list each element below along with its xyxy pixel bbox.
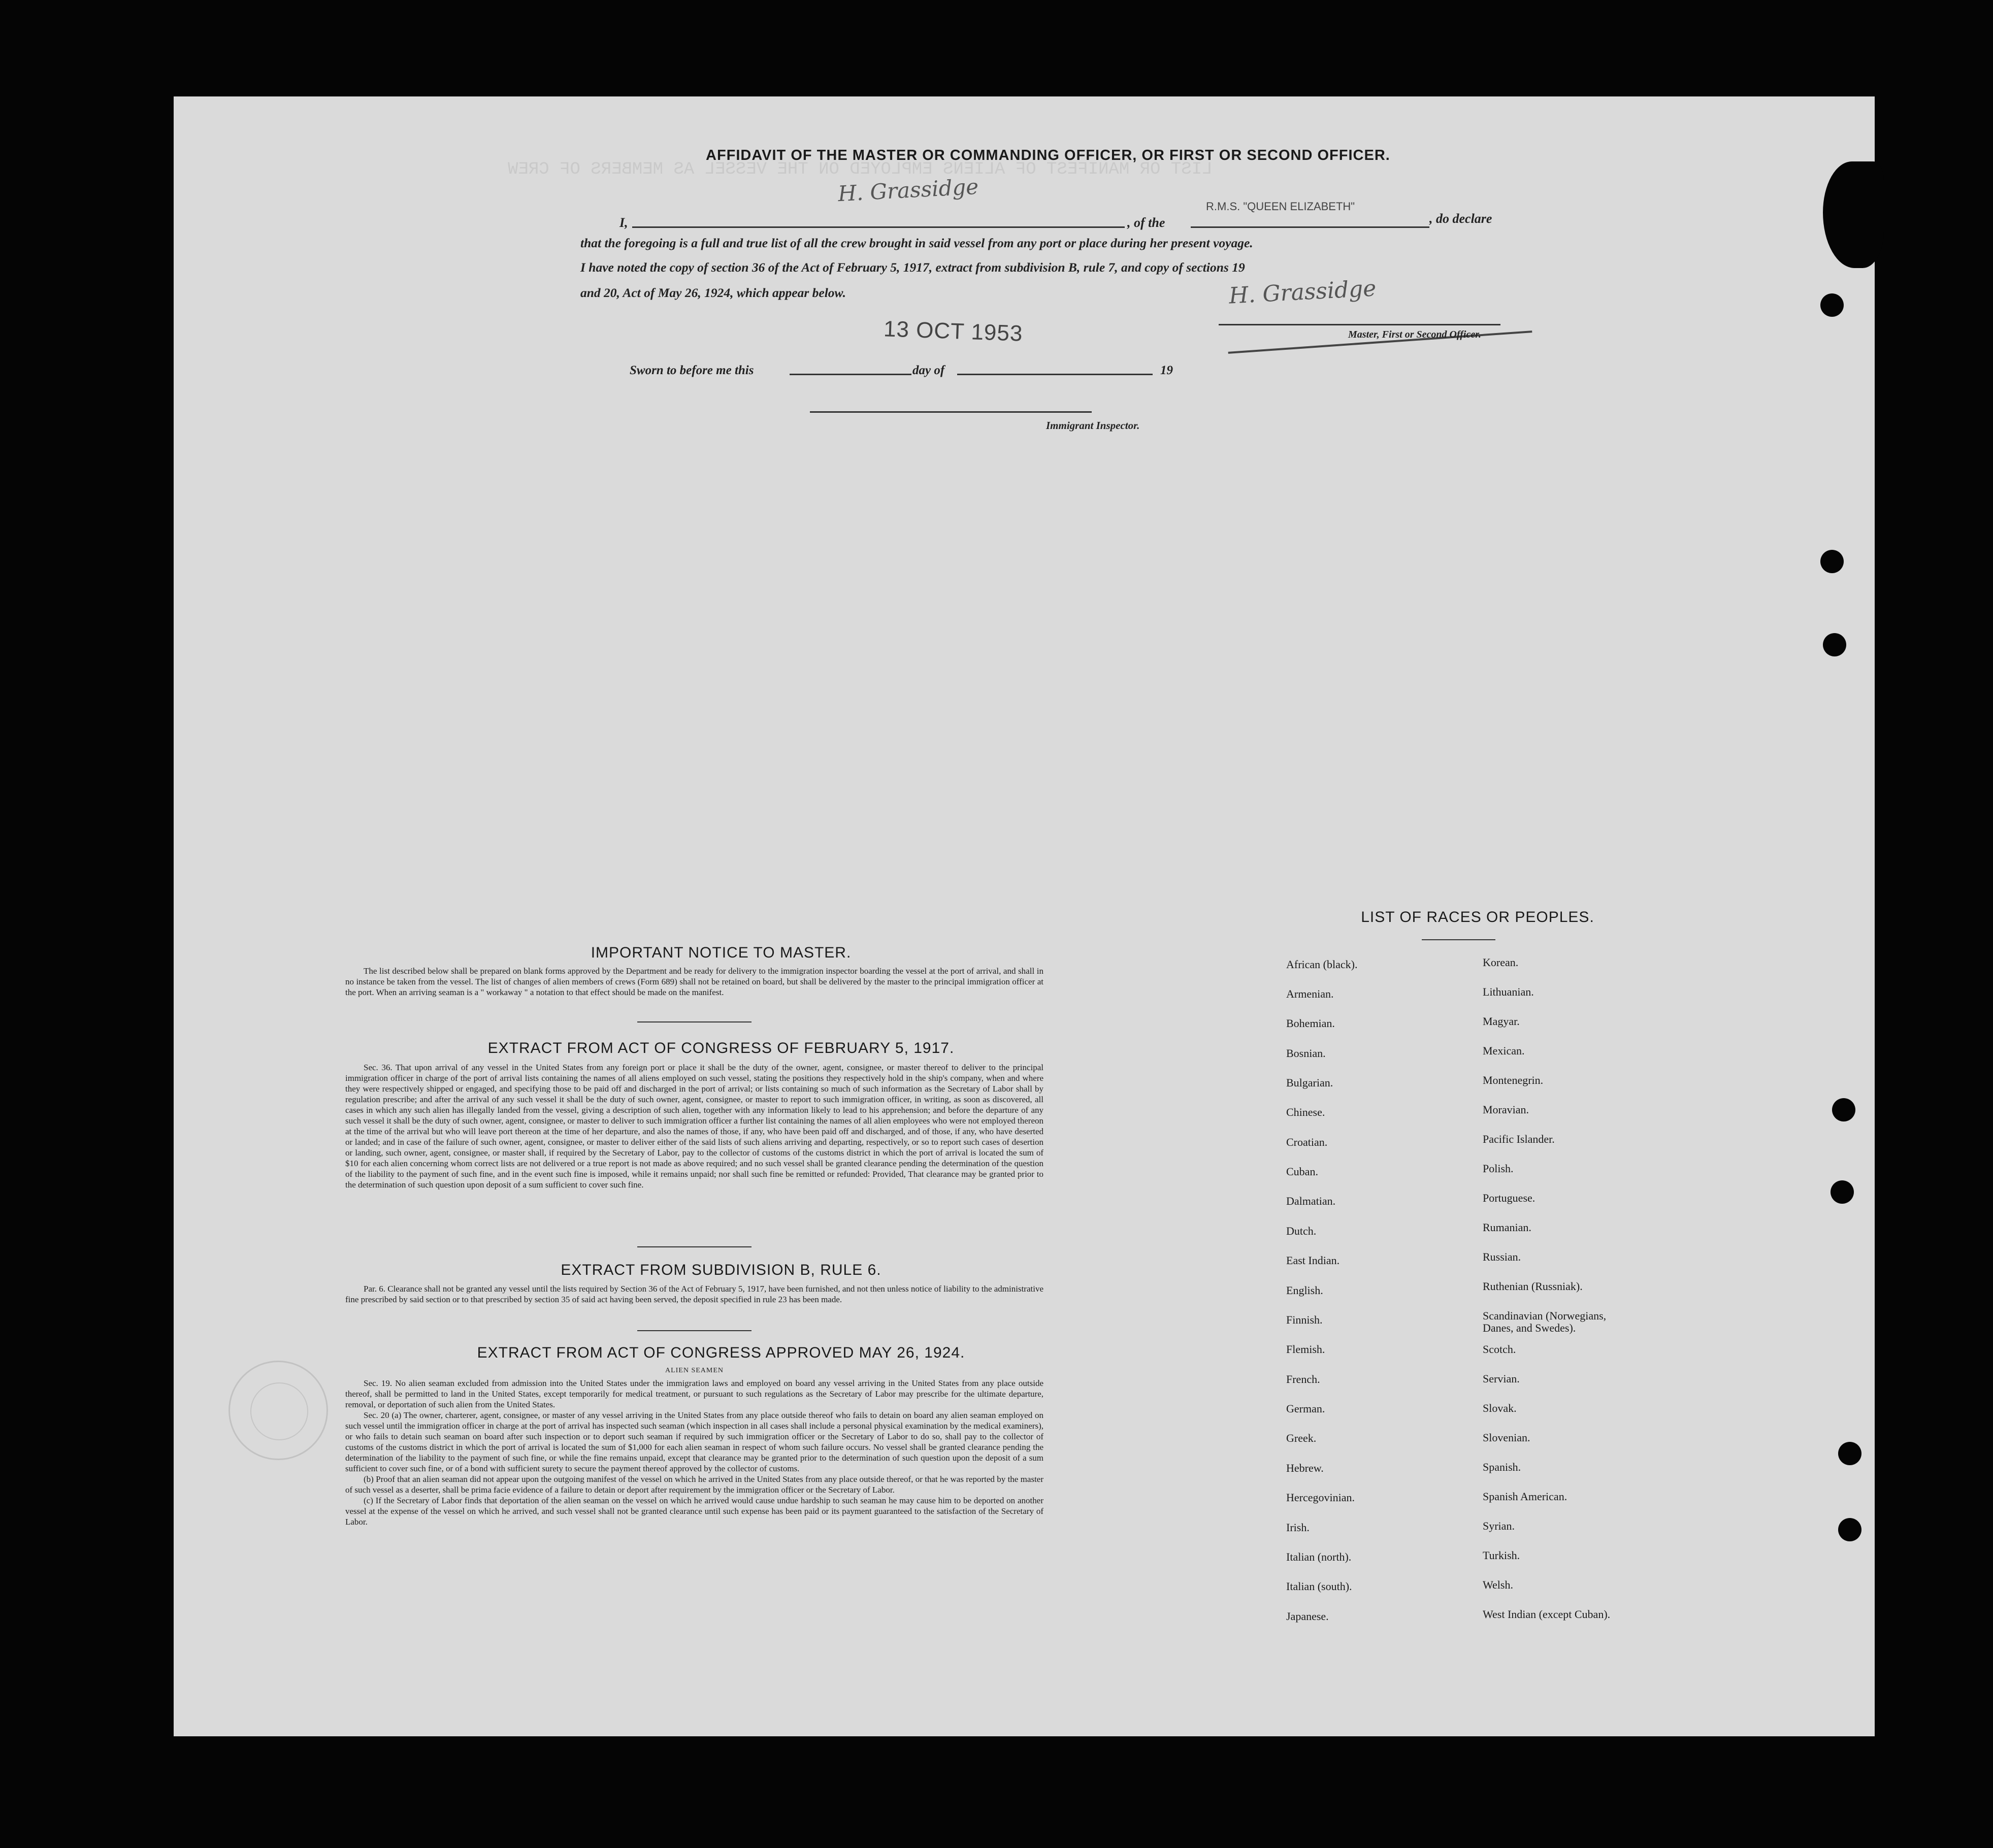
race-left-item: African (black). [1286,958,1358,971]
punch-hole [1820,293,1844,317]
punch-hole [1823,633,1846,656]
race-right-item: Turkish. [1483,1549,1520,1562]
race-right-item: Syrian. [1483,1520,1515,1532]
extract-1917-body: Sec. 36. That upon arrival of any vessel in the United States from any foreign port or place it shall be the duty of the owner, agent, consignee, or master thereof to deliver to the principal immigration officer in charge of the port of arrival lists containing the names of all aliens employed on such vessel, stating the positions they respectively hold in the ship's company, when and where they were respectively shipped or engaged, and specifying those to be paid off and discharged in the port of arrival; or lists containing so much of such information as the Secretary of Labor shall by regulation prescribe; and after the arrival of any such vessel it shall be the duty of such owner, agent, consignee, or master to report to such immigration officer, in writing, as soon as discovered, all cases in which any such alien has illegally landed from the vessel, giving a description of such alien, together with any information likely to lead to his apprehension; and before the departure of any such vessel it shall be the duty of such owner, agent, consignee, or master to deliver to such immigration officer a further list containing the names of all alien employees who were not employed thereon at the time of the arrival but who will leave port thereon at the time of her departure, and also the names of those, if any, who have been paid off and discharged, and of those, if any, who have deserted or landed; and in case of the failure of such owner, agent, consignee, or master to deliver either of the said lists of such aliens arriving and departing, respectively, or so to report such cases of desertion or landing, such owner, agent, consignee, or master shall, if required by the Secretary of Labor, pay to the collector of customs of the customs district in which the port of arrival is located the sum of $10 for each alien concerning whom correct lists are not delivered or a true report is not made as above required; and no such vessel shall be granted clearance pending the determination of the question of the liability to the payment of such fine, and in the event such fine is imposed, while it remains unpaid; nor shall such fine be remitted or refunded: Provided, That clearance may be granted prior to the determination of such question upon deposit of a sum sufficient to cover such fine. [345,1063,1043,1190]
race-left-item: Bulgarian. [1286,1076,1333,1089]
races-title: LIST OF RACES OR PEOPLES. [1361,909,1594,926]
sworn-prefix: Sworn to before me this [630,364,754,377]
race-left-item: French. [1286,1373,1320,1385]
date-stamp: 13 OCT 1953 [883,316,1024,346]
race-right-item: Korean. [1483,956,1519,969]
race-right-item: Scotch. [1483,1343,1516,1356]
punch-hole [1820,550,1844,573]
race-left-item: Irish. [1286,1521,1310,1534]
name-line [632,226,1125,228]
race-left-item: Finnish. [1286,1313,1323,1326]
divider [1422,939,1495,940]
race-right-item: Russian. [1483,1250,1521,1263]
affidavit-line-4: and 20, Act of May 26, 1924, which appear below. [580,285,846,300]
master-signature-line [1219,324,1500,325]
race-right-item: Portuguese. [1483,1192,1535,1204]
race-right-item: Ruthenian (Russniak). [1483,1280,1583,1293]
race-right-item: Mexican. [1483,1044,1525,1057]
subdivision-body: Par. 6. Clearance shall not be granted any vessel until the lists required by Section 36 of the Act of February 5, 1917, have been furnished, and not then unless notice of liability to the administrative fine prescribed by said section or to that prescribed by section 35 of said act having been served, the deposit specified in rule 23 has been made. [345,1284,1043,1304]
race-left-item: Hebrew. [1286,1462,1324,1474]
affidavit-i: I, [619,215,628,230]
affidavit-do-declare: , do declare [1429,211,1492,226]
race-right-item: Lithuanian. [1483,985,1534,998]
punch-hole [1832,1098,1855,1121]
race-right-item: Spanish American. [1483,1490,1567,1503]
affidavit-line-3: I have noted the copy of section 36 of the Act of February 5, 1917, extract from subdivision B, rule 7, and copy of sections 19 [580,260,1245,275]
race-left-item: Chinese. [1286,1106,1325,1118]
race-right-item: Rumanian. [1483,1221,1531,1234]
punch-hole [1831,1180,1854,1204]
affidavit-of-the: , of the [1127,215,1165,230]
race-left-item: Cuban. [1286,1165,1318,1178]
sworn-day-line [790,374,911,375]
sworn-day-of: day of [912,364,945,377]
extract-1924-body: Sec. 19. No alien seaman excluded from admission into the United States under the immigration laws and employed on board any vessel arriving in the United States from any place outside thereof, shall be permitted to land in the United States, except temporarily for medical treatment, or pursuant to such regulations as the Secretary of Labor may prescribe for the ultimate departure, removal, or deportation of such alien from the United States. Sec. 20 (a) The owner, charterer, agent, consignee, or master of any vessel arriving in the United States from any place outside thereof who fails to detain on board any alien seaman employed on such vessel until the immigration officer in charge at the port of arrival has inspected such seaman (which inspection in all cases shall include a personal physical examination by the medical examiners), or who fails to detain such seaman on board after such inspection or to deport such seaman if required by such immigration officer or the Secretary of Labor to do so, shall pay to the collector of customs of the customs district in which the port of arrival is located the sum of $1,000 for each alien seaman in respect of whom such failure occurs. No vessel shall be granted clearance pending the determination of the liability to the payment of such fine, or while the fine remains unpaid, except that clearance may be granted prior to the determination of such question upon the deposit of a sum sufficient to cover such fine, or of a bond with sufficient surety to secure the payment thereof approved by the collector of customs. (b) Proof that an alien seaman did not appear upon the outgoing manifest of the vessel on which he arrived in the United States from any place outside thereof, or that he was reported by the master of such vessel as a deserter, shall be prima facie evidence of a failure to detain or deport after requirement by the immigration officer or the Secretary of Labor. (c) If the Secretary of Labor finds that deportation of the alien seaman on the vessel on which he arrived would cause undue hardship to such seaman he may cause him to be deported on another vessel at the expense of the vessel on which he arrived, and such vessel shall not be granted clearance until such expense has been paid or its payment guaranteed to the satisfaction of the Secretary of Labor. [345,1378,1043,1527]
race-right-item: West Indian (except Cuban). [1483,1608,1611,1621]
notice-title: IMPORTANT NOTICE TO MASTER. [591,944,852,961]
race-left-item: Armenian. [1286,987,1334,1000]
extract-1924-title: EXTRACT FROM ACT OF CONGRESS APPROVED MAY 26, 1924. [477,1344,965,1361]
faint-seal [228,1361,328,1460]
bleed-through-text: LIST OR MANIFEST OF ALIENS EMPLOYED ON THE VESSEL AS MEMBERS OF CREW [508,160,1213,179]
race-right-item: Spanish. [1483,1461,1521,1473]
race-left-item: Flemish. [1286,1343,1325,1356]
race-left-item: English. [1286,1284,1323,1297]
race-left-item: Japanese. [1286,1610,1329,1623]
race-left-item: Greek. [1286,1432,1317,1444]
sworn-month-line [957,374,1153,375]
race-right-item: Welsh. [1483,1578,1513,1591]
race-right-item: Pacific Islander. [1483,1133,1555,1145]
divider [637,1021,752,1022]
master-caption: Master, First or Second Officer. [1348,329,1481,340]
inspector-caption: Immigrant Inspector. [1046,419,1140,432]
race-right-item: Servian. [1483,1372,1520,1385]
subdivision-title: EXTRACT FROM SUBDIVISION B, RULE 6. [561,1262,881,1278]
master-signature: H. Grassidge [1228,275,1377,309]
race-left-item: Italian (south). [1286,1580,1352,1593]
torn-corner [1823,161,1884,268]
race-left-item: Bosnian. [1286,1047,1326,1060]
vessel-name-stamp: R.M.S. "QUEEN ELIZABETH" [1206,200,1355,213]
sworn-year: 19 [1160,364,1173,377]
race-left-item: Dutch. [1286,1225,1317,1237]
alien-seamen-subtitle: ALIEN SEAMEN [665,1367,724,1374]
affidavit-title: AFFIDAVIT OF THE MASTER OR COMMANDING OFFICER, OR FIRST OR SECOND OFFICER. [706,147,1390,163]
race-right-item: Montenegrin. [1483,1074,1544,1086]
punch-hole [1838,1442,1861,1465]
divider [637,1246,752,1247]
race-right-item: Slovenian. [1483,1431,1530,1444]
race-left-item: German. [1286,1402,1325,1415]
race-left-item: Dalmatian. [1286,1195,1336,1207]
race-right-item: Polish. [1483,1162,1514,1175]
race-right-item: Magyar. [1483,1015,1520,1028]
race-left-item: Hercegovinian. [1286,1491,1355,1504]
race-right-item: Slovak. [1483,1402,1517,1414]
extract-1917-title: EXTRACT FROM ACT OF CONGRESS OF FEBRUARY 5, 1917. [487,1040,955,1057]
race-left-item: Bohemian. [1286,1017,1335,1030]
race-right-item: Scandinavian (Norwegians, Danes, and Swedes). [1483,1309,1607,1334]
race-right-item: Moravian. [1483,1103,1529,1116]
race-left-item: Croatian. [1286,1136,1328,1148]
inspector-signature-line [810,411,1092,413]
affidavit-line-2: that the foregoing is a full and true list of all the crew brought in said vessel from any port or place during her present voyage. [580,236,1253,250]
vessel-line [1191,226,1429,228]
race-left-item: East Indian. [1286,1254,1340,1267]
punch-hole [1838,1518,1861,1541]
race-left-item: Italian (north). [1286,1550,1352,1563]
divider [637,1330,752,1331]
officer-signature: H. Grassidge [837,174,979,207]
notice-body: The list described below shall be prepared on blank forms approved by the Department and be ready for delivery to the immigration inspector boarding the vessel at the port of arrival, and shall in no instance be taken from the vessel. The list of changes of alien members of crews (Form 689) shall not be retained on board, but shall be delivered by the master to the principal immigration officer at the port. When an arriving seaman is a " workaway " a notation to that effect should be made on the manifest. [345,966,1043,997]
